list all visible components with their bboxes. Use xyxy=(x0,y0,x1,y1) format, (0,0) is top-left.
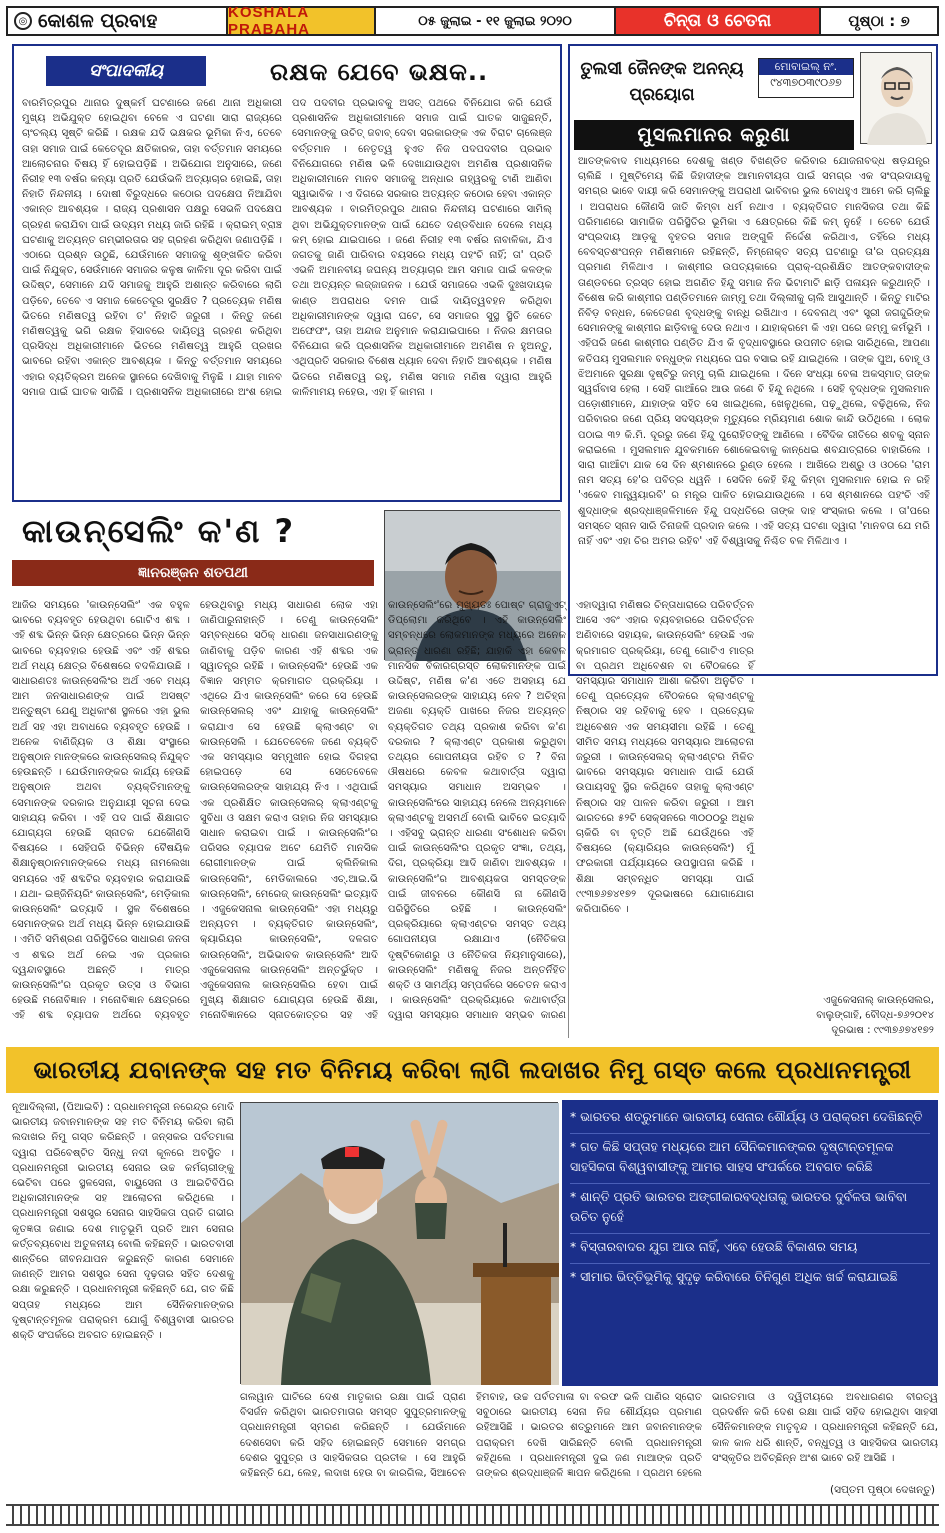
highlight-item: * ସୀମାର ଭିତ୍ତିଭୂମିକୁ ସୁଦୃଢ଼ କରିବାରେ ତିନିଗୁଣ ଅଧିକ ଖର୍ଚ୍ଚ କରାଯାଇଛି xyxy=(570,1269,898,1284)
decorative-border xyxy=(6,1504,939,1526)
counseling-text: ଆଜିର ସମୟରେ 'କାଉନ୍‌ସେଲିଂ' ଏକ ବହୁଳ ଭାବରେ ବ୍ୟବହୃତ ହେଉଥିବା ଗୋଟିଏ ଶବ୍ଦ । ଏହି ଶବ୍ଦ ଭିନ୍ନ ଭିନ୍ନ କ୍ଷେତ୍ରରେ ଭିନ୍ନ ଭିନ୍ନ ଭାବରେ ବ୍ୟବହାର ହେଉଛି ଏବଂ ଏହି ଶବ୍ଦର ଅର୍ଥ ମଧ୍ୟ କ୍ଷେତ୍ର ବିଶେଷରେ ବଦଳିଯାଉଛି । ସାଧାରଣତଃ କାଉନ୍‌ସେଲିଂର ଅର୍ଥ ଏବେ ମଧ୍ୟ ଆମ ଜନସାଧାରଣଙ୍କ ପାଇଁ ଅସଷ୍ଟ ଅନ୍ତୁଷ୍ଟା ଯେଣୁ ଅଧିକାଂଶ ସ୍ଥଳରେ ଏହା ଭୁଲ ଅର୍ଥ ସହ ଏହା ଅବାଧରେ ବ୍ୟବହୃତ ହେଉଛି । ଅନେକ ବାଣିଜ୍ୟିକ ଓ ଶିକ୍ଷା ସଂସ୍ଥାରେ ଅନୁଷ୍ଠାନ ମାନଙ୍କରେ କାଉନ୍‌ସେଲର୍ ନିଯୁକ୍ତ ହେଉଛନ୍ତି । ଯେଉଁମାନଙ୍କର କାର୍ଯ୍ୟ ହେଉଛି ଅନୁଷ୍ଠାନ ଅଥବା ବ୍ୟକ୍ତିମାନଙ୍କୁ ସେମାନଙ୍କ ଦରକାର ଅନୁଯାୟୀ ସୂଚନା ଦେଇ ସାହାଯ୍ୟ କରିବା । ଏହି ପଦ ପାଇଁ ଶିକ୍ଷାଗତ ଯୋଗ୍ୟତା ହେଉଛି ସ୍ନାତକ ଯେକୌଣସି ବିଷୟରେ । ସେହିପରି ବିଭିନ୍ନ ବୈଷୟିକ ଶିକ୍ଷାନୁଷ୍ଠାନମାନଙ୍କରେ ମଧ୍ୟ ନାମଲେଖା ସମୟରେ ଏହି ଶବ୍ଦଟିର ବ୍ୟବହାର କରାଯାଉଛି । ଯଥା- ଇଞ୍ଜିନିୟରିଂ କାଉନ୍‌ସେଲିଂ, ମେଡ଼ିକାଲ କାଉନ୍‌ସେଲିଂ ଇତ୍ୟାଦି । ସ୍ଥଳ ବିଶେଷରେ ସେମାନଙ୍କର ଅର୍ଥ ମଧ୍ୟ ଭିନ୍ନ ହୋଇଯାଉଛି । ଏମିତି ସମିଶ୍ରଣ ପରିସ୍ଥିତିରେ ସାଧାରଣ ଜନତା ଏ ଶବ୍ଦର ଅର୍ଥ ନେଇ ଏକ ପ୍ରକାର ଦ୍ୱନ୍ଦାବସ୍ଥାରେ ଅଛନ୍ତି । ମାତ୍ର କାଉନ୍‌ସେଲିଂ'ର ପ୍ରକୃତ ଉତ୍ସ ଓ ବିଭାଗ ହେଉଛି ମନୋବିଜ୍ଞାନ । ମନୋବିଜ୍ଞାନ କ୍ଷେତ୍ରରେ ଏହି ଶବ୍ଦ ବ୍ୟାପକ ଅର୍ଥରେ ବ୍ୟବହୃତ ହେଉଥିବାରୁ ମଧ୍ୟ ସାଧାରଣ ଲୋକ ଏହା ଜାଣିପାରୁନାହାନ୍ତି । ତେଣୁ କାଉନ୍‌ସେଲିଂ ସମ୍ବନ୍ଧରେ ସଠିକ୍ ଧାରଣା ଜନସାଧାରଣଙ୍କୁ ଜାଣିବାକୁ ପଡ଼ିବ କାରଣ ଏହି ଶବ୍ଦର ଏକ ସ୍ୱାତନ୍ତ୍ର ରହିଛି । କାଉନ୍‌ସେଲିଂ ହେଉଛି ଏକ ବିଜ୍ଞାନ ସମ୍ମତ କ୍ରମାଗତ ପ୍ରକ୍ରିୟା । ଏଥିରେ ଯିଏ କାଉନ୍‌ସେଲିଂ କରେ ସେ ହେଉଛି କାଉନ୍‌ସେଲର୍ ଏବଂ ଯାହାକୁ କାଉନ୍‌ସେଲିଂ କରାଯାଏ ସେ ହେଉଛି କ୍ଲାଏଣ୍ଟ ବା କାଉନ୍‌ସେଲି । ଯେତେବେଳେ ଜଣେ ବ୍ୟକ୍ତି ଏକ ସମସ୍ୟାର ସମ୍ମୁଖୀନ ହୋଇ ଦିଗହରା ହୋଇପଡ଼େ ସେ ସେତେବେଳେ କାଉନ୍‌ସେଲରଙ୍କ ସାହାଯ୍ୟ ନିଏ । ଏଥିପାଇଁ ଏକ ପ୍ରଶିକ୍ଷିତ କାଉନ୍‌ସେଲର୍ କ୍ଲାଏଣ୍ଟକୁ ସୁବିଧା ଓ ସକ୍ଷମ କରାଏ ତାହାର ନିଜ ସମସ୍ୟାର ସାଧାନ କରାଇବା ପାଇଁ । କାଉନ୍‌ସେଲିଂ'ର ପରିସର ବ୍ୟାପକ ଅଟେ ଯେମିତି ମାନସିକ ରୋଗୀମାନଙ୍କ ପାଇଁ କ୍ଲିନିକାଲ କାଉନ୍‌ସେଲିଂ, ମେଡିକାଲରେ ଏଚ୍.ଆଇ.ଭି କାଉନ୍‌ସେଲିଂ, ମେରେଜ୍ କାଉନ୍‌ସେଲିଂ ଇତ୍ୟାଦି । ଏଜୁକେସନାଲ କାଉନ୍‌ସେଲିଂ ଏହା ମଧ୍ୟରୁ ଅନ୍ୟତମ । ବ୍ୟକ୍ତିଗତ କାଉନ୍‌ସେଲିଂ, କ୍ୟାରିୟର କାଉନ୍‌ସେଲିଂ, ଦଳଗତ କାଉନ୍‌ସେଲିଂ, ଅଭିଭାବକ କାଉନ୍‌ସେଲିଂ ଆଦି ଏଜୁକେସନାଲ କାଉନ୍‌ସେଲିଂ ଅନ୍ତର୍ଭୁକ୍ତ । ଏଜୁକେସନାଲ କାଉନ୍‌ସେଲିର ହେବା ପାଇଁ ମୁଖ୍ୟ ଶିକ୍ଷାଗତ ଯୋଗ୍ୟତା ହେଉଛି ଶିକ୍ଷା, ମନୋବିଜ୍ଞାନରେ ସ୍ନାତକୋତ୍ତର ସହ ଏହି କାଉନ୍‌ସେଲିଂ'ରେ ମୁଖ୍ୟତଃ ପୋଷ୍ଟ ଗ୍ରାଜୁଏଟ୍ ଡିପ୍ଲୋମା କରିଥିବେ । ଏହି କାଉନ୍‌ସେଲିଂ ସମ୍ବନ୍ଧରେ ଲୋକମାନଙ୍କ ମଧ୍ୟରେ ଅନେକ ଭ୍ରାନ୍ତ ଧାରଣା ରହିଛି; ଯାହାକି ଏହା କେବଳ ମାନସିକ ବିକାରଗ୍ରସ୍ତ ଲୋକମାନଙ୍କ ପାଇଁ ଉଦ୍ଦିଷ୍ଟ, ମଣିଷ କ'ଣ ଏତେ ଅସହାୟ ଯେ କାଉନ୍‌ସେଲରଙ୍କ ସାହାଯ୍ୟ ନେବ ? ଅଚିହ୍ନା ଅଜଣା ବ୍ୟକ୍ତି ପାଖରେ ନିଜର ଅତ୍ୟନ୍ତ ବ୍ୟକ୍ତିଗତ ତଥ୍ୟ ପ୍ରକାଶ କରିବା କ'ଣ ଦରକାର ? କ୍ଲାଏଣ୍ଟ ପ୍ରକାଶ କରୁଥିବା ତଥ୍ୟର ଗୋପନୀୟତା ରହିବ ତ ? ବିନା ଔଷଧରେ କେବଳ କଥାବାର୍ତ୍ତା ଦ୍ୱାରା ସମସ୍ୟାର ସମାଧାନ ଅସମ୍ଭବ । କାଉନ୍‌ସେଲିଂରେ ସାହାଯ୍ୟ ନେଲେ ଅନ୍ୟମାନେ କ୍ଲାଏଣ୍ଟକୁ ଅସମର୍ଥ ବୋଲି ଭାବିବେ ଇତ୍ୟାଦି । ଏହିସବୁ ଭ୍ରାନ୍ତ ଧାରଣା ସଂଶୋଧନ କରିବା ପାଇଁ କାଉନ୍‌ସେଲିଂର ପ୍ରକୃତ ସଂଜ୍ଞା, ତଥ୍ୟ, ଦିଗ, ପ୍ରକ୍ରିୟା ଆଦି ଜାଣିବା ଆବଶ୍ୟକ । କାଉନ୍‌ସେଲିଂ'ର ଆବଶ୍ୟକତା ସମସ୍ତଙ୍କ ପାଇଁ ଜୀବନରେ କୌଣସି ନା କୌଣସି ପରିସ୍ଥିତିରେ ରହିଛି । କାଉନ୍‌ସେଲିଂ ପ୍ରକ୍ରିୟାରେ କ୍ଲାଏଣ୍ଟର ସମସ୍ତ ତଥ୍ୟ ଗୋପନୀୟତା ରକ୍ଷାଯାଏ (ନୈତିକତା ଦୃଷ୍ଟିକୋଣରୁ ଓ ନୈତିକତା ନିୟମାନୁସାରେ), କାଉନ୍‌ସେଲିଂ ମଣିଷକୁ ନିଜର ଅନ୍ତର୍ନିହିତ ଶକ୍ତି ଓ ସାମର୍ଥ୍ୟ ସମ୍ପର୍କରେ ସଚେତନ କରାଏ । କାଉନ୍‌ସେଲିଂ ପ୍ରକ୍ରିୟାରେ କଥାବାର୍ତ୍ତା ଦ୍ୱାରା ସମସ୍ୟାର ସମାଧାନ ସମ୍ଭବ କାରଣ ଏହାଦ୍ୱାରା ମଣିଷର ଚିନ୍ତାଧାରାରେ ପରିବର୍ତ୍ତନ ଆସେ ଏବଂ ଏହାର ବ୍ୟବହାରରେ ପରିବର୍ତ୍ତନ ଅଣିବାରେ ସହାୟକ, କାଉନ୍‌ସେଲିଂ ହେଉଛି ଏକ କ୍ରମାଗତ ପ୍ରକ୍ରିୟା, ତେଣୁ ଗୋଟିଏ ମାତ୍ର ବା ପ୍ରଥମ ଅଧିବେଶନ ବା ବୈଠକରେ ହିଁ ସମସ୍ୟାର ସମାଧାନ ଆଶା କରିବା ଅନୁଚିତ । ତେଣୁ ପ୍ରତ୍ୟେକ ବୈଠକରେ କ୍ଲାଏଣ୍ଟକୁ ନିଷ୍ଠାର ସହ ରହିବାକୁ ହେବ । ପ୍ରତ୍ୟେକ ଅଧିବେଶନ ଏକ ସମୟସୀମା ରହିଛି । ତେଣୁ ସୀମିତ ସମୟ ମଧ୍ୟରେ ସମସ୍ୟାର ଆଲୋଚନା ଜରୁରୀ । କାଉନ୍‌ସେଲର୍ କ୍ଲାଏଣ୍ଟର ମିଳିତ ଭାବରେ ସମସ୍ୟାର ସମାଧାନ ପାଇଁ ଯେଉଁ ଉପାୟସବୁ ସ୍ଥିର କରିଥିବେ ତାହାକୁ କ୍ଲାଏଣ୍ଟ ନିଷ୍ଠାର ସହ ପାଳନ କରିବା ଜରୁରୀ । ଆମ ଭାରତରେ ୫୨ଟି ସେକ୍ସନରେ ୩୦୦୦ରୁ ଅଧିକ ଚାକିରି ବା ବୃତ୍ତି ଅଛି ଯେଉଁଥିରେ ଏହି ବିଷୟରେ (କ୍ୟାରିୟର କାଉନ୍‌ସେଲିଂ) ମୁଁ ଫରକାରୀ ପର୍ଯ୍ୟାୟରେ ଉପସ୍ଥାପନା କରିଛି । ଶିକ୍ଷା ସମ୍ବନ୍ଧିତ ସମସ୍ୟା ପାଇଁ ୯୯୩୭୬୭୪୧୭୨ ଦୂରଭାଷରେ ଯୋଗାଯୋଗ କରିପାରିବେ । xyxy=(12,600,754,1022)
counseling-title: କାଉନ୍‌ସେଲିଂ କ'ଣ ? xyxy=(22,512,296,550)
mobile-number-box xyxy=(758,58,854,98)
counseling-body xyxy=(12,598,754,1038)
columnist-photo xyxy=(860,52,932,144)
pm-photo xyxy=(240,1102,558,1384)
mobile-number: ୯୪୩୭୦୩୯୦୬୭ xyxy=(770,76,842,89)
editorial-title: ରକ୍ଷକ ଯେବେ ଭକ୍ଷକ.. xyxy=(270,58,489,86)
signoff-address: ବାଲୁଙ୍ଗାହି, ବୌଦ୍ଧ-୭୬୨୦୧୪ xyxy=(816,1010,934,1021)
highlight-item: * ଶାନ୍ତି ପ୍ରତି ଭାରତର ଅଙ୍ଗୀକାରବଦ୍ଧତାକୁ ଭାରତର ଦୁର୍ବଳତା ଭାବିବା ଉଚିତ ନୁହେଁ xyxy=(570,1184,930,1234)
signoff-title: ଏଜୁକେସନାଲ୍ କାଉନ୍‌ସେଲର, xyxy=(823,995,934,1006)
continued-note: (ସପ୍ତମ ପୃଷ୍ଠା ଦେଖନ୍ତୁ) xyxy=(830,1484,935,1496)
masthead xyxy=(6,6,939,36)
column-divider xyxy=(568,686,569,1038)
issue-date: ୦୫ ଜୁଲାଇ - ୧୧ ଜୁଲାଇ ୨୦୨୦ xyxy=(376,8,616,34)
tulsi-column-body: ଆତଙ୍କବାଦ ମାଧ୍ୟମରେ ଦେଶକୁ ଖଣ୍ଡ ବିଖଣ୍ଡିତ କରିବାର ଯୋଜନାବଦ୍ଧ ଷଡ଼ଯନ୍ତ୍ର ଚାଲିଛି । ମୁଷ୍ଟିମେୟ କିଛି ଜିହାଦୀଙ୍କ ଆମାନବୀୟତା ପାଇଁ ସମଗ୍ର ଏକ ସଂପ୍ରଦାୟକୁ ସମଗ୍ର ଭାବେ ଦାୟୀ କରି ସେମାନଙ୍କୁ ଅପରାଧୀ ଭାବିବାର ଭୁଲ ବୋଧହୁଏ ଆମେ କରି ଚାଲିଛୁ । ଅପରାଧର କୌଣସି ଜାତି କିମ୍ବା ଧର୍ମ ନଥାଏ । ବ୍ୟକ୍ତିଗତ ମାନସିକତା ତଥା କିଛି ପରିମାଣରେ ସାମାଜିକ ପରିସ୍ଥିତିର ଭୂମିକା ଏ କ୍ଷେତ୍ରରେ କିଛି କମ୍ ନୁହେଁ । ତେବେ ଯେଉଁ ସଂପ୍ରଦାୟ ଆଡ଼କୁ ବୃହତର ସମାଜ ଅଙ୍ଗୁଳି ନିର୍ଦ୍ଦେଶ କରିଥାଏ, ତହିଁରେ ମଧ୍ୟ ବେବସ୍ତଶଂପନ୍ନ ମଣିଷମାନେ ରହିଛନ୍ତି, ନିମ୍ନୋକ୍ତ ସତ୍ୟ ଘଟଣାରୁ ତା'ର ପ୍ରତ୍ୟକ୍ଷ ପ୍ରମାଣ ମିଳିଥାଏ । କାଶ୍ମୀର ଉପତ୍ୟକାରେ ପ୍ରାକ୍-ପ୍ରଶିକ୍ଷିତ ଆତଙ୍କବାଦୀଙ୍କ ତାଣ୍ଡବରେ ତ୍ରସ୍ତ ହୋଇ ଅଗଣିତ ହିନ୍ଦୁ ସମାଜ ନିଜ ଭିଟାମାଟି ଛାଡ଼ି ପଳାୟନ କରୁଥାନ୍ତି । ବିଶେଷ କରି କାଶ୍ମୀର ପଣ୍ଡିତମାନେ ଜାମ୍ମୁ ତଥା ଦିଲ୍ଲୀକୁ ଚାଲି ଆସୁଥାନ୍ତି । କିନ୍ତୁ ମାଟିର ନିବିଡ଼ ବନ୍ଧନ, କେତେଜଣ ବୃଦ୍ଧଙ୍କୁ ବାନ୍ଧି ରଖିଥାଏ । ଦେବନାଥ୍ ଏବଂ ସ୍ତ୍ରୀ ଜଗଦ୍ଦୁରିଙ୍କ ସେମାନଙ୍କୁ କାଶ୍ମୀର ଛାଡ଼ିବାକୁ ଦେଉ ନଥାଏ । ଯାହାକ୍ରମେ କି ଏହା ପରେ ଜମ୍ମୁ କର୍ମଭୂମି । ଏହିପରି ଜଣେ କାଶ୍ମୀର ପଣ୍ଡିତ ଯିଏ କି ବୃଦ୍ଧାବସ୍ଥାରେ ଉପନୀତ ହୋଇ ସାରିଥିଲେ, ଆପଣା କତିପୟ ମୁସଲମାନ ବନ୍ଧୁଙ୍କ ମଧ୍ୟରେ ଘର ବସାଇ ରହି ଯାଇଥିଲେ । ତାଙ୍କ ପୁଅ, ବୋହୂ ଓ ଝିଅମାନେ ସୁରକ୍ଷା ଦୃଷ୍ଟିରୁ ଜମ୍ମୁ ଚାଲି ଯାଇଥିଲେ । ଦିନେ ସଂଧ୍ୟା ବେଳା ଅକସ୍ମାତ୍ ତାଙ୍କ ସ୍ୱର୍ଗବାସ ହେଲା । ସେହି ଗାଆଁରେ ଆଉ ଜଣେ ବି ହିନ୍ଦୁ ନଥିଲେ । ସେହି ବୃଦ୍ଧଙ୍କ ମୁସଲମାନ ପଡ଼ୋଶୀମାନେ, ଯାହାଙ୍କ ସହିତ ସେ ଖାଇଥିଲେ, ଖେଳୁଥିଲେ, ପଢ଼ୁଥିଲେ, ବଢ଼ିଥିଲେ, ନିଜ ପରିବାରର ଜଣେ ପ୍ରିୟ ସଦସ୍ୟଙ୍କ ମୃତ୍ୟୁରେ ମ୍ରିୟମାଣ ଶୋକ କାନ୍ଦି ଉଠିଥିଲେ । ଲୋକ ପଠାଇ ୩୨ କି.ମି. ଦୂରରୁ ଜଣେ ହିନ୍ଦୁ ପୁରୋହିତଙ୍କୁ ଆଣିଲେ । ବୈଦିକ ରୀତିରେ ଶବକୁ ସ୍ନାନ କରାଇଲେ । ମୁସଲମାନ ଯୁବକମାନେ ଶୋକେଇବାକୁ କାନ୍ଧେଇ ଶବଯାତ୍ରାରେ ବାହାରିଲେ । ସାରା ଗାଆଁଟା ଯାକ ସେ ଦିନ ଶ୍ମଶାନରେ ରୁଣ୍ଡ ହେଲେ । ଆଖିରେ ଅଶ୍ରୁ ଓ ଓଠରେ 'ରାମ ନାମ ସତ୍ୟ ହେ'ର ପବିତ୍ର ଧ୍ୱନି । ସେଦିନ କେହି ହିନ୍ଦୁ କିମ୍ବା ମୁସଲମାନ ହୋଇ ନ ରହି 'ଏକେବ ମାନ୍ତ୍ୱୟାରବି' ର ମନ୍ତ୍ର ପାଳିତ ହୋଇଯାଉଥିଲେ । ସେ ଶ୍ମଶାନରେ ପହଂଚି ଏହି ଶୁଦ୍ଧାଙ୍କ ଶ୍ରଦ୍ଧାଞ୍ଜଳିମାନେ ହିନ୍ଦୁ ପଦ୍ଧତିରେ ତାଙ୍କ ଦାହ ସଂସ୍କାର କଲେ । ତା'ପରେ ସମସ୍ତେ ସ୍ନାନ ସାରି ତିନାଜଳି ପ୍ରଦାନ କଲେ । ଏହି ସତ୍ୟ ଘଟଣା ଦ୍ୱାରା 'ମାନବତା ଯେ ମରି ନାହିଁ ଏବଂ ଏହା ଚିର ଅମର ରହିବ' ଏହି ବିଶ୍ୱାସକୁ ନିଶ୍ଚିତ ବଳ ମିଳିଥାଏ । xyxy=(578,156,930,548)
pm-story-highlights xyxy=(562,1100,938,1386)
editorial-tag: ସଂପାଦକୀୟ xyxy=(46,56,206,86)
page-number: ପୃଷ୍ଠା : ୭ xyxy=(848,12,910,30)
section-title: ଚିନ୍ତା ଓ ଚେତନା xyxy=(616,8,821,34)
counseling-byline: ଜ୍ଞାନରଞ୍ଜନ ଶତପଥୀ xyxy=(12,560,374,586)
column-series-title: ତୁଲସୀ ଜୈନଙ୍କ ଅନନ୍ୟ ପ୍ରୟୋଗ xyxy=(580,59,744,105)
signoff-phone: ଦୂରଭାଷ : ୯୯୩୭୬୭୪୧୭୨ xyxy=(831,1025,934,1036)
counseling-signoff xyxy=(734,993,934,1038)
highlight-item: * ଭାରତର ଶତ୍ରୁମାନେ ଭାରତୀୟ ସେନାର ଶୌର୍ଯ୍ୟ ଓ ପରାକ୍ରମ ଦେଖିଛନ୍ତି xyxy=(570,1104,930,1134)
pm-story-continued: ଗଲୱାନ ଘାଟିରେ ଦେଶ ମାତୃକାର ରକ୍ଷା ପାଇଁ ପ୍ରାଣ ବିସର୍ଜନ କରିଥିବା ଭାରତମାତାର ସମସ୍ତ ସୁପୁତ୍ରମାନଙ୍କୁ ପ୍ରଧାନମନ୍ତ୍ରୀ ସ୍ମରଣ କରିଛନ୍ତି । ଯେଉଁମାନେ ଦେଶସେବା କରି ସହିଦ ହୋଇଛନ୍ତି ସେମାନେ ସମଗ୍ର ଦେଶର ସୁପୁତ୍ର ଓ ସାହସିକତାର ପ୍ରତୀକ । ସେ ଆହୁରି କହିଛନ୍ତି ଯେ, ଲେହ, ଲଦାଖ ହେଉ ବା କାରଗିଲ, ସିଆଚେନ ହିମବାହ, ଉଚ୍ଚ ପର୍ବତମାଳା ବା ବରଫ ଭଳି ପାଣିର ସ୍ରୋତ ସବୁଠାରେ ଭାରତୀୟ ସେନା ନିଜ ଶୌର୍ଯ୍ୟର ପ୍ରମାଣ ରହିଆସିଛି । ଭାରତର ଶତ୍ରୁମାନେ ଆମ ଜବାନମାନଙ୍କ ପରାକ୍ରମ ଦେଖି ସାରିଛନ୍ତି ବୋଲି ପ୍ରଧାନମନ୍ତ୍ରୀ କହିଥିଲେ । ପ୍ରଧାନମନ୍ତ୍ରୀ ଦୁଇ ଜଣ ମାଆଙ୍କ ପ୍ରତି ତାଙ୍କର ଶ୍ରଦ୍ଧାଞ୍ଜଳି ଜ୍ଞାପନ କରିଥିଲେ । ପ୍ରଥମ ହେଲେ ଭାରତମାତା ଓ ଦ୍ୱିତୀୟରେ ଅବଧାରଣର ବୀରତ୍ୱ ପ୍ରଦର୍ଶନ କରି ଦେଶ ରକ୍ଷା ପାଇଁ ସହିଦ ହୋଇଥିବା ସାହସୀ ସୈନିକମାନଙ୍କ ମାତୃବୃନ୍ଦ । ପ୍ରଧାନମନ୍ତ୍ରୀ କହିଛନ୍ତି ଯେ, କାଳ କାଳ ଧରି ଶାନ୍ତି, ବନ୍ଧୁତ୍ୱ ଓ ସାହସିକତା ଭାରତୀୟ ସଂସ୍କୃତିର ଅବିଚ୍ଛିନ୍ନ ଅଂଶ ଭାବେ ରହି ଆସିଛି । xyxy=(240,1392,938,1480)
pm-story-lead: ନୂଆଦିଲ୍ଲୀ, (ପିଆଇବି) : ପ୍ରଧାନମନ୍ତ୍ରୀ ନରେନ୍ଦ୍ର ମୋଦି ଭାରତୀୟ ଜବାନମାନଙ୍କ ସହ ମତ ବିନିମୟ କରିବା ଲାଗି ଲଦାଖର ନିମୁ ଗସ୍ତ କରିଛନ୍ତି । ଜନ୍ସକର ପର୍ବତମାଳା ଦ୍ୱାରା ପରିବେଷ୍ଟିତ ସିନ୍ଧୁ ନଦୀ କୂଳରେ ଅବସ୍ଥିତ । ପ୍ରଧାନମନ୍ତ୍ରୀ ଭାରତୀୟ ସେନାର ଉଚ୍ଚ କର୍ମଚାରୀଙ୍କୁ ଭେଟିବା ପରେ ସ୍ଥଳସେନା, ବାୟୁସେନା ଓ ଆଇଟିବିପିର ଅଧିକାରୀମାନଙ୍କ ସହ ଆଲୋଚନା କରିଥିଲେ । ପ୍ରଧାନମନ୍ତ୍ରୀ ସଶସ୍ତ୍ର ସେନାର ସାହସିକତା ପ୍ରତି ଗଭୀର କୃତଜ୍ଞତା ଜଣାଇ ଦେଶ ମାତୃଭୂମି ପ୍ରତି ଆମ ସେନାର କର୍ତ୍ତବ୍ୟବୋଧ ଅତୁଳନୀୟ ବୋଲି କହିଛନ୍ତି । ଭାରତବାସୀ ଶାନ୍ତିରେ ଜୀବନଯାପନ କରୁଛନ୍ତି କାରଣ ସେମାନେ ଜାଣନ୍ତି ଆମର ସଶସ୍ତ୍ର ସେନା ଦୃଢ଼ତାର ସହିତ ଦେଶକୁ ରକ୍ଷା କରୁଛନ୍ତି । ପ୍ରଧାନମନ୍ତ୍ରୀ କହିଛନ୍ତି ଯେ, ଗତ କିଛି ସପ୍ତାହ ମଧ୍ୟରେ ଆମ ସୈନିକମାନଙ୍କର ଦୃଷ୍ଟାନ୍ତମୂଳକ ପରାକ୍ରମ ଯୋଗୁଁ ବିଶ୍ୱବାସୀ ଭାରତର ଶକ୍ତି ସଂପର୍କରେ ଅବଗତ ହୋଇଛନ୍ତି । xyxy=(12,1102,234,1342)
masthead-name: KOSHALA PRABAHA xyxy=(228,8,376,34)
editorial-body: ବାରମିତ୍ରପୁର ଥାନାର ଦୁଷ୍କର୍ମ ଘଟଣାରେ ଜଣେ ଥାନା ଅଧିକାରୀ ମୁଖ୍ୟ ଅଭିଯୁକ୍ତ ହୋଇଥିବା ବେଳେ ଏ ଘଟଣା ସାରା ରାଜ୍ୟରେ ଚାଂଚଲ୍ୟ ସୃଷ୍ଟି କରିଛି । ରକ୍ଷକ ଯଦି ଭକ୍ଷକର ଭୂମିକା ନିଏ, ତେବେ ତାହା ସମାଜ ପାଇଁ କେତେଦୂର କ୍ଷତିକାରକ, ତାହା ବର୍ତ୍ତମାନ ସମୟରେ ଆଲୋଚନାର ବିଷୟ ହିଁ ହୋଇପଡ଼ିଛି । ଅଭିଯୋଗ ଅନୁସାରେ, ଜଣେ ନିରୀହ ୧୩ ବର୍ଷର କନ୍ୟା ପ୍ରତି ଯେଉଁଭଳି ଅତ୍ୟାଚାର ହୋଇଛି, ତାହା ନିହାତି ନିନ୍ଦନୀୟ । ଦୋଷୀ ବିରୁଦ୍ଧରେ କଠୋର ପଦକ୍ଷେପ ନିଆଯିବା ଏକାନ୍ତ ଆବଶ୍ୟକ । ରାଜ୍ୟ ପ୍ରଶାସନ ପକ୍ଷରୁ ସେଭଳି ପଦକ୍ଷେପ ଗ୍ରହଣ କରାଯିବା ପାଇଁ ଉଦ୍ୟମ ମଧ୍ୟ ଜାରି ରହିଛି । କ୍ରାଇମ୍ ବ୍ରାଞ୍ଚ ଘଟଣାକୁ ଅତ୍ୟନ୍ତ ଗମ୍ଭୀରତାର ସହ ଗ୍ରହଣ କରିଥିବା ଜଣାପଡ଼ିଛି । ଏଠାରେ ପ୍ରଶ୍ନ ଉଠୁଛି, ଯେଉଁମାନେ ସମାଜକୁ ଶୃଙ୍ଖଳିତ କରିବା ପାଇଁ ନିଯୁକ୍ତ, ସେଉଁମାନେ ସମାଜର କଳୁଷ କାଳିମା ଦୂର କରିବା ପାଇଁ ଉଦ୍ଦିଷ୍ଟ, ସେମାନେ ଯଦି ସମାଜକୁ ଆହୁରି ଅଶାନ୍ତ କରିବାରେ ଲାଗି ପଡ଼ିବେ, ତେବେ ଏ ସମାଜ କେତେଦୂର ସୁରକ୍ଷିତ ? ପ୍ରତ୍ୟେକ ମଣିଷ ଭିତରେ ମଣିଷତ୍ୱ ରହିବା ତ' ନିହାତି ଜରୁରୀ । କିନ୍ତୁ ଜଣେ ମଣିଷତ୍ୱକୁ ଭଗି ରକ୍ଷକ ହିସାବରେ ଦାୟିତ୍ୱ ଗ୍ରହଣ କରିଥିବା ପ୍ରସିଦ୍ଧ ଅଧିକାରୀମାନେ ଭିତରେ ମଣିଷତ୍ୱ ଆହୁରି ପ୍ରଖର ଭାବରେ ରହିବା ଏକାନ୍ତ ଆବଶ୍ୟକ । କିନ୍ତୁ ବର୍ତ୍ତମାନ ସମୟରେ ଏହାର ବ୍ୟତିକ୍ରମ ଅନେକ ସ୍ଥାନରେ ଦେଖିବାକୁ ମିଳୁଛି । ଯାହା ମାନବ ସମାଜ ପାଇଁ ଘାତକ ସାଜିଛି । ପ୍ରଶାସନିକ ଅଧିକାରୀରେ ଅଂଶ ହୋଇ ପଦ ପଦବୀର ପ୍ରଭାବକୁ ଅସତ୍ ପଥରେ ବିନିଯୋଗ କରି ଯେଉଁ ପ୍ରଶାସନିକ ଅଧିକାରୀମାନେ ସମାଜ ପାଇଁ ଘାତକ ସାଜୁଛନ୍ତି, ସେମାନଙ୍କୁ ଉଚିତ୍ ଜବାବ୍ ଦେବା ସରକାରଙ୍କ ଏକ ବିରାଟ ଚାଲେଞ୍ଜ ବର୍ତ୍ତମାନ । ନେତୃତ୍ୱ ହୁଏତ ନିଜ ପଦପଦବୀର ପ୍ରଭାବ ବିନିଯୋଗରେ ମଣିଷ ଭଳି ଦେଖାଯାଉଥିବା ଅମଣିଷ ପ୍ରଶାସନିକ ଅଧିକାରୀମାନେ ମାନବ ସମାଜକୁ ଅନ୍ଧାର ଗହ୍ୱରକୁ ଟାଣି ଆଣିବା ସ୍ୱାଭାବିକ । ଏ ଦିଗରେ ସରକାର ଅତ୍ୟନ୍ତ କଠୋର ହେବା ଏକାନ୍ତ ଆବଶ୍ୟକ । ବାରମିତ୍ରପୁର ଥାନାର ନିନ୍ଦନୀୟ ଘଟଣାରେ ସାମିଲ୍ ଥିବା ଅଭିଯୁକ୍ତମାନଙ୍କ ପାଇଁ ଯେତେ ଦଣ୍ଡବିଧାନ ଦେଲେ ମଧ୍ୟ କମ୍ ହୋଇ ଯାଇପାରେ । ଜଣେ ନିରୀହ ୧୩ ବର୍ଷର ନାବାଳିକା, ଯିଏ ଜଗତକୁ ଜାଣି ପାରିବାର ବୟସରେ ମଧ୍ୟ ପହଂଚି ନାହିଁ; ତା' ପ୍ରତି ଏଭଳି ଅମାନବୀୟ ଜଘନ୍ୟ ଅତ୍ୟାଚାର ଆମ ସମାଜ ପାଇଁ କଳଙ୍କ ତଥା ଅତ୍ୟନ୍ତ ଲଜ୍ଜାଜନକ । ଯେଉଁ ସମାଜରେ ଏଭଳି ଦୁଃଖଦାୟକ କାଣ୍ଡ ଅପରାଧର ଦମନ ପାଇଁ ଦାୟିତ୍ୱବହନ କରିଥିବା ଅଧିକାରୀମାନଙ୍କ ଦ୍ୱାରା ଘଟେ, ସେ ସମାଜର ସୁସ୍ଥ ସ୍ଥିତି କେତେ ଅଫେଫଂ, ତାହା ଅନ୍ଦାଜ ଅନୁମାନ କରାଯାଇପାରେ । ନିଜର କ୍ଷମତାର ବିନିଯୋଗ କରି ପ୍ରଶାସନିକ ଅଧିକାରୀମାନେ ଅମଣିଷ ନ ହୁଅନ୍ତୁ, ଏଥିପ୍ରତି ସରକାର ବିଶେଷ ଧ୍ୟାନ ଦେବା ନିହାତି ଆବଶ୍ୟକ । ମଣିଷ ଭିତରେ ମଣିଷତ୍ୱ ରହୁ, ମଣିଷ ସମାଜ ମଣିଷ ଦ୍ୱାରା ଆହୁରି କାଳିମାମୟ ନହେଉ, ଏହା ହିଁ କାମନା । xyxy=(22,98,552,398)
highlight-item: * ଗତ କିଛି ସପ୍ତାହ ମଧ୍ୟରେ ଆମ ସୈନିକମାନଙ୍କର ଦୃଷ୍ଟାନ୍ତମୂଳକ ସାହସିକତା ବିଶ୍ୱବାସୀଙ୍କୁ ଆମର ସାହସ ସଂପର୍କରେ ଅବଗତ କରିଛି xyxy=(570,1134,930,1184)
counseling-end-column xyxy=(574,686,938,1040)
mobile-label: ମୋବାଇଲ୍ ନଂ. xyxy=(759,59,853,75)
logo-emblem-icon: ◎ xyxy=(14,12,32,30)
highlight-item: * ବିସ୍ତାରବାଦର ଯୁଗ ଆଉ ନାହିଁ, ଏବେ ହେଉଛି ବିକାଶର ସମୟ xyxy=(570,1234,930,1264)
pm-story-headline: ଭାରତୀୟ ଯବାନଙ୍କ ସହ ମତ ବିନିମୟ କରିବା ଲାଗି ଲଦାଖର ନିମୁ ଗସ୍ତ କଲେ ପ୍ରଧାନମନ୍ତ୍ରୀ xyxy=(6,1047,939,1093)
logo-text: କୋଶଳ ପ୍ରବାହ xyxy=(38,10,158,32)
column-headline: ମୁସଲମାନର କରୁଣା xyxy=(574,120,854,150)
masthead-logo xyxy=(8,8,228,34)
